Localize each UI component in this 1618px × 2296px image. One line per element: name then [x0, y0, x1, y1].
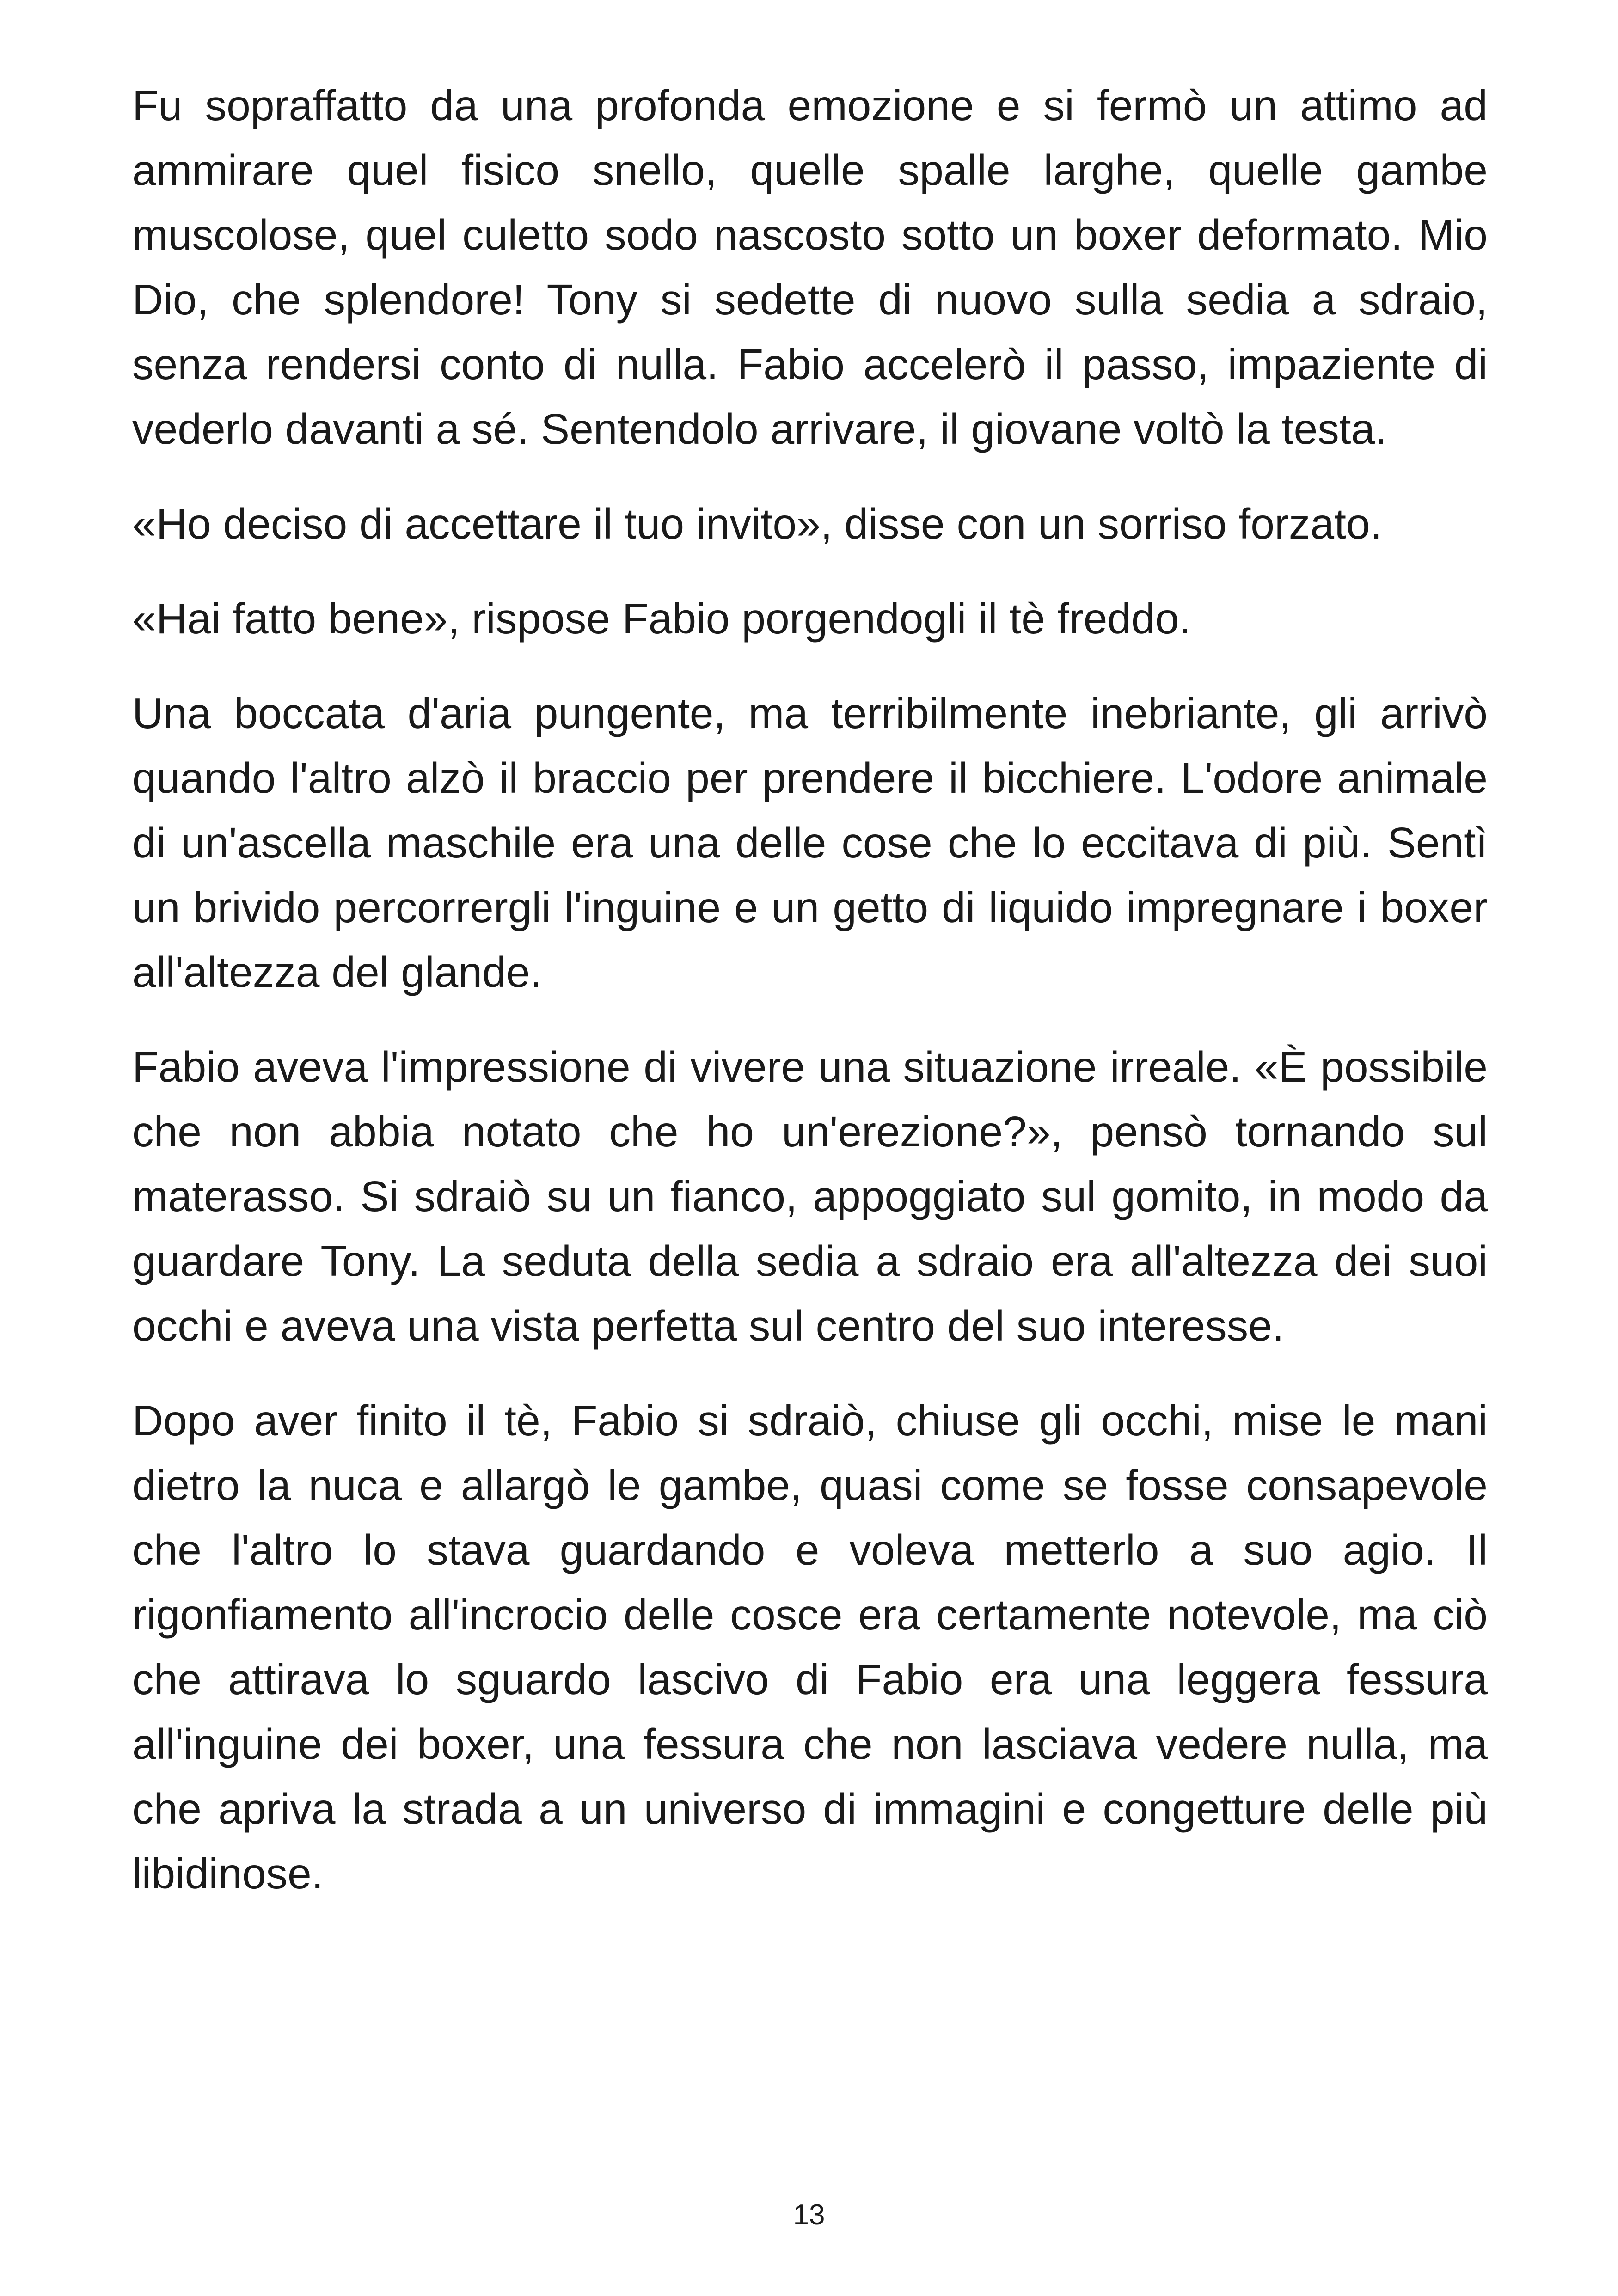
paragraph-5: Fabio aveva l'impressione di vivere una situazione irreale. «È possibile che non abbia notato che ho un'erezione?», pensò tornando sul materasso. Si sdraiò su un fianco, appoggiato sul gomito, in modo da guardare Tony. La seduta della sedia a sdraio era all'altezza dei suoi occhi e aveva una vista perfetta sul centro del suo interesse.: [132, 1043, 1488, 1350]
paragraph-2: «Ho deciso di accettare il tuo invito», disse con un sorriso forzato.: [132, 500, 1382, 548]
paragraph-4: Una boccata d'aria pungente, ma terribilmente inebriante, gli arrivò quando l'altro alzò il braccio per prendere il bicchiere. L'odore animale di un'ascella maschile era una delle cose che lo eccitava di più. Sentì un brivido percorrergli l'inguine e un getto di liquido impregnare i boxer all'altezza del glande.: [132, 689, 1488, 996]
paragraph-3: «Hai fatto bene», rispose Fabio porgendogli il tè freddo.: [132, 594, 1191, 643]
paragraph-6: Dopo aver finito il tè, Fabio si sdraiò, chiuse gli occhi, mise le mani dietro la nuca e allargò le gambe, quasi come se fosse consapevole che l'altro lo stava guardando e voleva metterlo a suo agio. Il rigonfiamento all'incrocio delle cosce era certamente notevole, ma ciò che attirava lo sguardo lascivo di Fabio era una leggera fessura all'inguine dei boxer, una fessura che non lasciava vedere nulla, ma che apriva la strada a un universo di immagini e congetture delle più libidinose.: [132, 1396, 1488, 1898]
page-number: 13: [793, 2199, 825, 2231]
paragraph-1: Fu sopraffatto da una profonda emozione e si fermò un attimo ad ammirare quel fisico snello, quelle spalle larghe, quelle gambe muscolose, quel culetto sodo nascosto sotto un boxer deformato. Mio Dio, che splendore! Tony si sedette di nuovo sulla sedia a sdraio, senza rendersi conto di nulla. Fabio accelerò il passo, impaziente di vederlo davanti a sé. Sentendolo arrivare, il giovane voltò la testa.: [132, 81, 1488, 453]
body-text: [132, 73, 1488, 1906]
